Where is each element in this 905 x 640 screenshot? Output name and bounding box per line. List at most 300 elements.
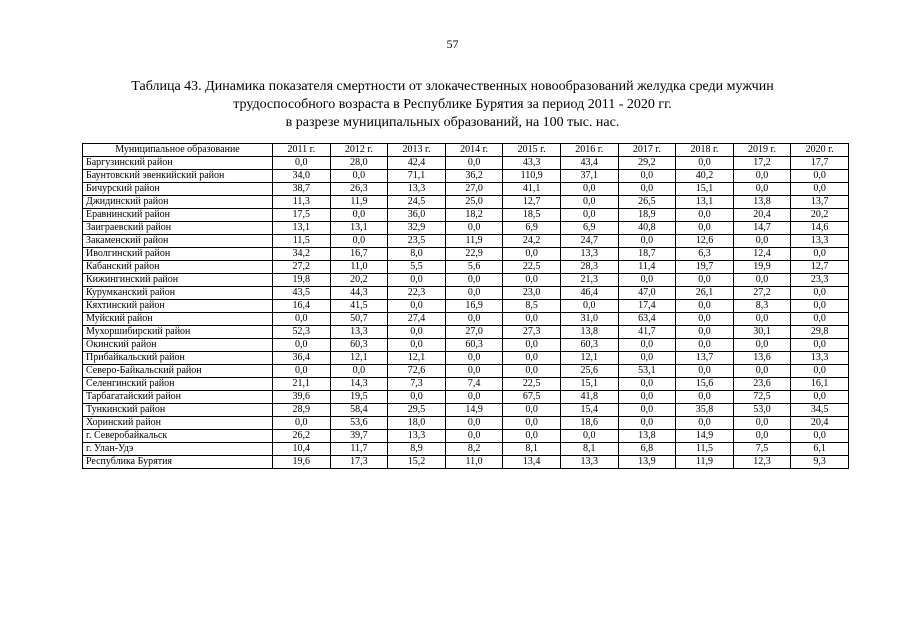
mortality-value-cell: 18,5 (503, 209, 561, 222)
municipality-name-cell: Республика Бурятия (83, 456, 273, 469)
mortality-value-cell: 9,3 (791, 456, 849, 469)
table-row (83, 274, 849, 287)
mortality-value-cell: 19,7 (676, 261, 734, 274)
mortality-value-cell: 7,5 (733, 443, 791, 456)
mortality-value-cell: 13,1 (676, 196, 734, 209)
mortality-value-cell: 18,6 (560, 417, 618, 430)
mortality-value-cell: 13,8 (733, 196, 791, 209)
mortality-value-cell: 11,4 (618, 261, 676, 274)
mortality-value-cell: 50,7 (330, 313, 388, 326)
column-header-year: 2017 г. (618, 144, 676, 157)
mortality-value-cell: 16,4 (273, 300, 331, 313)
mortality-value-cell: 5,6 (445, 261, 503, 274)
mortality-value-cell: 6,9 (560, 222, 618, 235)
mortality-value-cell: 36,4 (273, 352, 331, 365)
mortality-value-cell: 60,3 (445, 339, 503, 352)
mortality-value-cell: 22,5 (503, 378, 561, 391)
mortality-value-cell: 53,6 (330, 417, 388, 430)
mortality-value-cell: 32,9 (388, 222, 446, 235)
mortality-value-cell: 0,0 (330, 365, 388, 378)
mortality-value-cell: 44,3 (330, 287, 388, 300)
table-row (83, 430, 849, 443)
table-row (83, 170, 849, 183)
table-row (83, 248, 849, 261)
mortality-value-cell: 18,7 (618, 248, 676, 261)
mortality-value-cell: 17,2 (733, 157, 791, 170)
table-caption (60, 78, 845, 132)
mortality-value-cell: 17,7 (791, 157, 849, 170)
municipality-name-cell: Джидинский район (83, 196, 273, 209)
mortality-value-cell: 11,0 (330, 261, 388, 274)
mortality-value-cell: 0,0 (676, 339, 734, 352)
mortality-value-cell: 8,9 (388, 443, 446, 456)
mortality-value-cell: 0,0 (445, 313, 503, 326)
mortality-value-cell: 19,6 (273, 456, 331, 469)
mortality-value-cell: 13,6 (733, 352, 791, 365)
mortality-value-cell: 0,0 (503, 417, 561, 430)
column-header-year: 2016 г. (560, 144, 618, 157)
mortality-value-cell: 36,0 (388, 209, 446, 222)
mortality-value-cell: 0,0 (733, 365, 791, 378)
mortality-value-cell: 0,0 (273, 339, 331, 352)
mortality-value-cell: 0,0 (676, 313, 734, 326)
table-row (83, 326, 849, 339)
mortality-value-cell: 0,0 (503, 430, 561, 443)
mortality-value-cell: 0,0 (676, 365, 734, 378)
mortality-value-cell: 0,0 (560, 196, 618, 209)
mortality-value-cell: 13,3 (560, 456, 618, 469)
table-row (83, 352, 849, 365)
mortality-value-cell: 28,0 (330, 157, 388, 170)
mortality-value-cell: 12,3 (733, 456, 791, 469)
mortality-value-cell: 43,4 (560, 157, 618, 170)
mortality-value-cell: 41,7 (618, 326, 676, 339)
mortality-value-cell: 41,1 (503, 183, 561, 196)
mortality-value-cell: 12,4 (733, 248, 791, 261)
caption-line-2: трудоспособного возраста в Республике Бурятия за период 2011 - 2020 гг. (233, 97, 672, 112)
mortality-value-cell: 8,3 (733, 300, 791, 313)
mortality-value-cell: 16,1 (791, 378, 849, 391)
mortality-value-cell: 40,8 (618, 222, 676, 235)
mortality-value-cell: 18,2 (445, 209, 503, 222)
mortality-value-cell: 0,0 (330, 209, 388, 222)
mortality-value-cell: 46,4 (560, 287, 618, 300)
mortality-value-cell: 25,0 (445, 196, 503, 209)
mortality-value-cell: 0,0 (618, 378, 676, 391)
mortality-value-cell: 13,9 (618, 456, 676, 469)
municipality-name-cell: Прибайкальский район (83, 352, 273, 365)
mortality-value-cell: 29,5 (388, 404, 446, 417)
mortality-value-cell: 34,0 (273, 170, 331, 183)
table-row (83, 313, 849, 326)
mortality-value-cell: 14,9 (676, 430, 734, 443)
mortality-value-cell: 0,0 (791, 339, 849, 352)
mortality-value-cell: 19,9 (733, 261, 791, 274)
mortality-value-cell: 13,3 (560, 248, 618, 261)
mortality-value-cell: 13,7 (676, 352, 734, 365)
mortality-value-cell: 20,4 (733, 209, 791, 222)
table-row (83, 456, 849, 469)
mortality-value-cell: 0,0 (445, 365, 503, 378)
mortality-value-cell: 39,6 (273, 391, 331, 404)
table-row (83, 339, 849, 352)
mortality-value-cell: 11,9 (445, 235, 503, 248)
column-header-year: 2015 г. (503, 144, 561, 157)
mortality-value-cell: 25,6 (560, 365, 618, 378)
municipality-name-cell: Тарбагатайский район (83, 391, 273, 404)
mortality-value-cell: 23,6 (733, 378, 791, 391)
mortality-value-cell: 15,2 (388, 456, 446, 469)
mortality-value-cell: 26,1 (676, 287, 734, 300)
mortality-value-cell: 72,6 (388, 365, 446, 378)
mortality-value-cell: 20,4 (791, 417, 849, 430)
mortality-value-cell: 0,0 (791, 313, 849, 326)
table-row (83, 261, 849, 274)
mortality-value-cell: 19,5 (330, 391, 388, 404)
mortality-value-cell: 0,0 (560, 183, 618, 196)
mortality-value-cell: 0,0 (445, 391, 503, 404)
mortality-value-cell: 0,0 (560, 300, 618, 313)
mortality-value-cell: 17,3 (330, 456, 388, 469)
mortality-value-cell: 60,3 (560, 339, 618, 352)
mortality-value-cell: 27,2 (273, 261, 331, 274)
column-header-year: 2013 г. (388, 144, 446, 157)
mortality-value-cell: 24,5 (388, 196, 446, 209)
mortality-value-cell: 0,0 (503, 248, 561, 261)
mortality-value-cell: 43,5 (273, 287, 331, 300)
municipality-name-cell: Муйский район (83, 313, 273, 326)
mortality-value-cell: 0,0 (445, 417, 503, 430)
mortality-value-cell: 11,5 (273, 235, 331, 248)
mortality-value-cell: 23,3 (791, 274, 849, 287)
mortality-value-cell: 31,0 (560, 313, 618, 326)
municipality-name-cell: Бичурский район (83, 183, 273, 196)
municipality-name-cell: Курумканский район (83, 287, 273, 300)
mortality-value-cell: 27,4 (388, 313, 446, 326)
municipality-name-cell: Тункинский район (83, 404, 273, 417)
mortality-value-cell: 0,0 (733, 235, 791, 248)
table-row (83, 417, 849, 430)
mortality-value-cell: 13,3 (388, 183, 446, 196)
mortality-value-cell: 8,0 (388, 248, 446, 261)
mortality-value-cell: 0,0 (445, 274, 503, 287)
mortality-value-cell: 15,6 (676, 378, 734, 391)
mortality-value-cell: 0,0 (273, 365, 331, 378)
municipality-name-cell: г. Улан-Удэ (83, 443, 273, 456)
mortality-value-cell: 16,7 (330, 248, 388, 261)
mortality-value-cell: 26,3 (330, 183, 388, 196)
mortality-value-cell: 13,1 (273, 222, 331, 235)
municipality-name-cell: Иволгинский район (83, 248, 273, 261)
table-row (83, 300, 849, 313)
mortality-value-cell: 0,0 (560, 430, 618, 443)
mortality-value-cell: 0,0 (618, 352, 676, 365)
mortality-value-cell: 0,0 (676, 391, 734, 404)
mortality-value-cell: 29,2 (618, 157, 676, 170)
caption-line-1: Таблица 43. Динамика показателя смертности от злокачественных новообразований желудка среди мужчин (131, 79, 774, 94)
mortality-value-cell: 0,0 (733, 430, 791, 443)
mortality-value-cell: 12,1 (560, 352, 618, 365)
mortality-value-cell: 0,0 (618, 339, 676, 352)
municipality-name-cell: Закаменский район (83, 235, 273, 248)
mortality-value-cell: 0,0 (503, 339, 561, 352)
table-header-row (83, 144, 849, 157)
mortality-value-cell: 24,2 (503, 235, 561, 248)
table-row (83, 391, 849, 404)
mortality-value-cell: 13,8 (618, 430, 676, 443)
mortality-value-cell: 60,3 (330, 339, 388, 352)
column-header-year: 2014 г. (445, 144, 503, 157)
mortality-value-cell: 11,5 (676, 443, 734, 456)
mortality-value-cell: 0,0 (733, 417, 791, 430)
mortality-value-cell: 6,1 (791, 443, 849, 456)
mortality-value-cell: 34,5 (791, 404, 849, 417)
mortality-value-cell: 18,0 (388, 417, 446, 430)
mortality-value-cell: 0,0 (503, 352, 561, 365)
mortality-value-cell: 0,0 (618, 391, 676, 404)
mortality-value-cell: 7,4 (445, 378, 503, 391)
mortality-value-cell: 41,8 (560, 391, 618, 404)
mortality-value-cell: 0,0 (618, 404, 676, 417)
mortality-value-cell: 10,4 (273, 443, 331, 456)
caption-line-3: в разрезе муниципальных образований, на 100 тыс. нас. (285, 115, 620, 130)
municipality-name-cell: Еравнинский район (83, 209, 273, 222)
mortality-value-cell: 22,9 (445, 248, 503, 261)
mortality-value-cell: 0,0 (388, 300, 446, 313)
mortality-value-cell: 0,0 (445, 157, 503, 170)
mortality-value-cell: 0,0 (733, 183, 791, 196)
mortality-value-cell: 11,9 (330, 196, 388, 209)
mortality-value-cell: 21,1 (273, 378, 331, 391)
mortality-value-cell: 0,0 (791, 170, 849, 183)
mortality-value-cell: 0,0 (618, 183, 676, 196)
mortality-value-cell: 0,0 (388, 274, 446, 287)
mortality-value-cell: 40,2 (676, 170, 734, 183)
mortality-value-cell: 0,0 (618, 417, 676, 430)
mortality-value-cell: 34,2 (273, 248, 331, 261)
mortality-value-cell: 0,0 (676, 274, 734, 287)
mortality-value-cell: 21,3 (560, 274, 618, 287)
mortality-value-cell: 0,0 (791, 300, 849, 313)
mortality-value-cell: 27,3 (503, 326, 561, 339)
table-row (83, 183, 849, 196)
table-row (83, 235, 849, 248)
mortality-value-cell: 5,5 (388, 261, 446, 274)
mortality-value-cell: 11,9 (676, 456, 734, 469)
table-body (83, 157, 849, 469)
mortality-value-cell: 8,1 (560, 443, 618, 456)
mortality-value-cell: 0,0 (733, 170, 791, 183)
mortality-value-cell: 0,0 (733, 274, 791, 287)
mortality-value-cell: 0,0 (503, 404, 561, 417)
municipality-name-cell: Кяхтинский район (83, 300, 273, 313)
mortality-value-cell: 24,7 (560, 235, 618, 248)
mortality-value-cell: 71,1 (388, 170, 446, 183)
mortality-value-cell: 12,1 (388, 352, 446, 365)
column-header-year: 2012 г. (330, 144, 388, 157)
mortality-value-cell: 30,1 (733, 326, 791, 339)
table-row (83, 365, 849, 378)
mortality-value-cell: 6,9 (503, 222, 561, 235)
mortality-value-cell: 47,0 (618, 287, 676, 300)
mortality-value-cell: 19,8 (273, 274, 331, 287)
mortality-value-cell: 16,9 (445, 300, 503, 313)
mortality-value-cell: 13,3 (791, 352, 849, 365)
mortality-value-cell: 0,0 (676, 417, 734, 430)
mortality-value-cell: 26,5 (618, 196, 676, 209)
mortality-value-cell: 6,8 (618, 443, 676, 456)
mortality-value-cell: 15,1 (676, 183, 734, 196)
mortality-value-cell: 23,0 (503, 287, 561, 300)
mortality-value-cell: 0,0 (330, 235, 388, 248)
mortality-value-cell: 0,0 (676, 300, 734, 313)
mortality-value-cell: 36,2 (445, 170, 503, 183)
municipality-name-cell: Окинский район (83, 339, 273, 352)
mortality-value-cell: 110,9 (503, 170, 561, 183)
mortality-value-cell: 29,8 (791, 326, 849, 339)
table-row (83, 209, 849, 222)
mortality-value-cell: 63,4 (618, 313, 676, 326)
mortality-value-cell: 0,0 (445, 430, 503, 443)
mortality-value-cell: 0,0 (676, 157, 734, 170)
column-header-municipality: Муниципальное образование (83, 144, 273, 157)
mortality-value-cell: 17,4 (618, 300, 676, 313)
column-header-year: 2018 г. (676, 144, 734, 157)
table-row (83, 196, 849, 209)
mortality-value-cell: 0,0 (676, 222, 734, 235)
mortality-value-cell: 13,1 (330, 222, 388, 235)
mortality-value-cell: 13,7 (791, 196, 849, 209)
mortality-value-cell: 27,0 (445, 183, 503, 196)
mortality-value-cell: 13,3 (388, 430, 446, 443)
mortality-value-cell: 14,7 (733, 222, 791, 235)
mortality-value-cell: 0,0 (791, 248, 849, 261)
table-row (83, 157, 849, 170)
mortality-value-cell: 12,7 (791, 261, 849, 274)
mortality-value-cell: 0,0 (330, 170, 388, 183)
mortality-value-cell: 28,3 (560, 261, 618, 274)
mortality-value-cell: 13,4 (503, 456, 561, 469)
mortality-value-cell: 0,0 (273, 313, 331, 326)
mortality-value-cell: 37,1 (560, 170, 618, 183)
mortality-value-cell: 23,5 (388, 235, 446, 248)
mortality-value-cell: 53,1 (618, 365, 676, 378)
mortality-value-cell: 12,7 (503, 196, 561, 209)
mortality-value-cell: 14,3 (330, 378, 388, 391)
mortality-value-cell: 67,5 (503, 391, 561, 404)
mortality-value-cell: 12,1 (330, 352, 388, 365)
mortality-value-cell: 17,5 (273, 209, 331, 222)
mortality-value-cell: 27,2 (733, 287, 791, 300)
mortality-value-cell: 0,0 (791, 287, 849, 300)
mortality-value-cell: 18,9 (618, 209, 676, 222)
mortality-value-cell: 42,4 (388, 157, 446, 170)
mortality-value-cell: 0,0 (388, 391, 446, 404)
table-row (83, 443, 849, 456)
mortality-value-cell: 0,0 (388, 326, 446, 339)
mortality-value-cell: 0,0 (560, 209, 618, 222)
mortality-value-cell: 11,7 (330, 443, 388, 456)
column-header-year: 2011 г. (273, 144, 331, 157)
mortality-value-cell: 38,7 (273, 183, 331, 196)
mortality-value-cell: 52,3 (273, 326, 331, 339)
mortality-value-cell: 0,0 (733, 339, 791, 352)
municipality-name-cell: Кабанский район (83, 261, 273, 274)
mortality-value-cell: 0,0 (676, 326, 734, 339)
mortality-value-cell: 22,5 (503, 261, 561, 274)
mortality-value-cell: 0,0 (791, 391, 849, 404)
mortality-value-cell: 0,0 (445, 352, 503, 365)
table-row (83, 287, 849, 300)
municipality-name-cell: Кижингинский район (83, 274, 273, 287)
mortality-value-cell: 0,0 (273, 417, 331, 430)
mortality-value-cell: 20,2 (791, 209, 849, 222)
mortality-value-cell: 15,4 (560, 404, 618, 417)
mortality-value-cell: 53,0 (733, 404, 791, 417)
mortality-value-cell: 0,0 (503, 274, 561, 287)
municipality-name-cell: г. Северобайкальск (83, 430, 273, 443)
mortality-value-cell: 0,0 (445, 222, 503, 235)
mortality-value-cell: 41,5 (330, 300, 388, 313)
mortality-value-cell: 15,1 (560, 378, 618, 391)
municipality-name-cell: Баргузинский район (83, 157, 273, 170)
mortality-value-cell: 6,3 (676, 248, 734, 261)
column-header-year: 2020 г. (791, 144, 849, 157)
mortality-value-cell: 14,9 (445, 404, 503, 417)
table-row (83, 378, 849, 391)
mortality-value-cell: 0,0 (676, 209, 734, 222)
mortality-value-cell: 27,0 (445, 326, 503, 339)
mortality-value-cell: 0,0 (618, 170, 676, 183)
municipality-name-cell: Северо-Байкальский район (83, 365, 273, 378)
mortality-value-cell: 39,7 (330, 430, 388, 443)
mortality-value-cell: 0,0 (618, 235, 676, 248)
mortality-value-cell: 0,0 (791, 430, 849, 443)
mortality-value-cell: 26,2 (273, 430, 331, 443)
mortality-value-cell: 13,3 (791, 235, 849, 248)
table-row (83, 404, 849, 417)
column-header-year: 2019 г. (733, 144, 791, 157)
municipality-name-cell: Заиграевский район (83, 222, 273, 235)
mortality-value-cell: 13,8 (560, 326, 618, 339)
mortality-value-cell: 0,0 (503, 313, 561, 326)
mortality-value-cell: 58,4 (330, 404, 388, 417)
mortality-value-cell: 22,3 (388, 287, 446, 300)
mortality-value-cell: 8,5 (503, 300, 561, 313)
mortality-value-cell: 20,2 (330, 274, 388, 287)
mortality-value-cell: 7,3 (388, 378, 446, 391)
mortality-value-cell: 8,2 (445, 443, 503, 456)
mortality-value-cell: 0,0 (445, 287, 503, 300)
municipality-name-cell: Селенгинский район (83, 378, 273, 391)
table-row (83, 222, 849, 235)
mortality-value-cell: 8,1 (503, 443, 561, 456)
mortality-table (82, 143, 849, 469)
mortality-value-cell: 13,3 (330, 326, 388, 339)
mortality-value-cell: 0,0 (733, 313, 791, 326)
mortality-value-cell: 0,0 (618, 274, 676, 287)
mortality-value-cell: 43,3 (503, 157, 561, 170)
mortality-value-cell: 0,0 (273, 157, 331, 170)
mortality-value-cell: 14,6 (791, 222, 849, 235)
mortality-value-cell: 28,9 (273, 404, 331, 417)
municipality-name-cell: Баунтовский эвенкийский район (83, 170, 273, 183)
mortality-value-cell: 0,0 (791, 183, 849, 196)
mortality-value-cell: 72,5 (733, 391, 791, 404)
mortality-value-cell: 11,3 (273, 196, 331, 209)
mortality-value-cell: 11,0 (445, 456, 503, 469)
mortality-value-cell: 0,0 (388, 339, 446, 352)
